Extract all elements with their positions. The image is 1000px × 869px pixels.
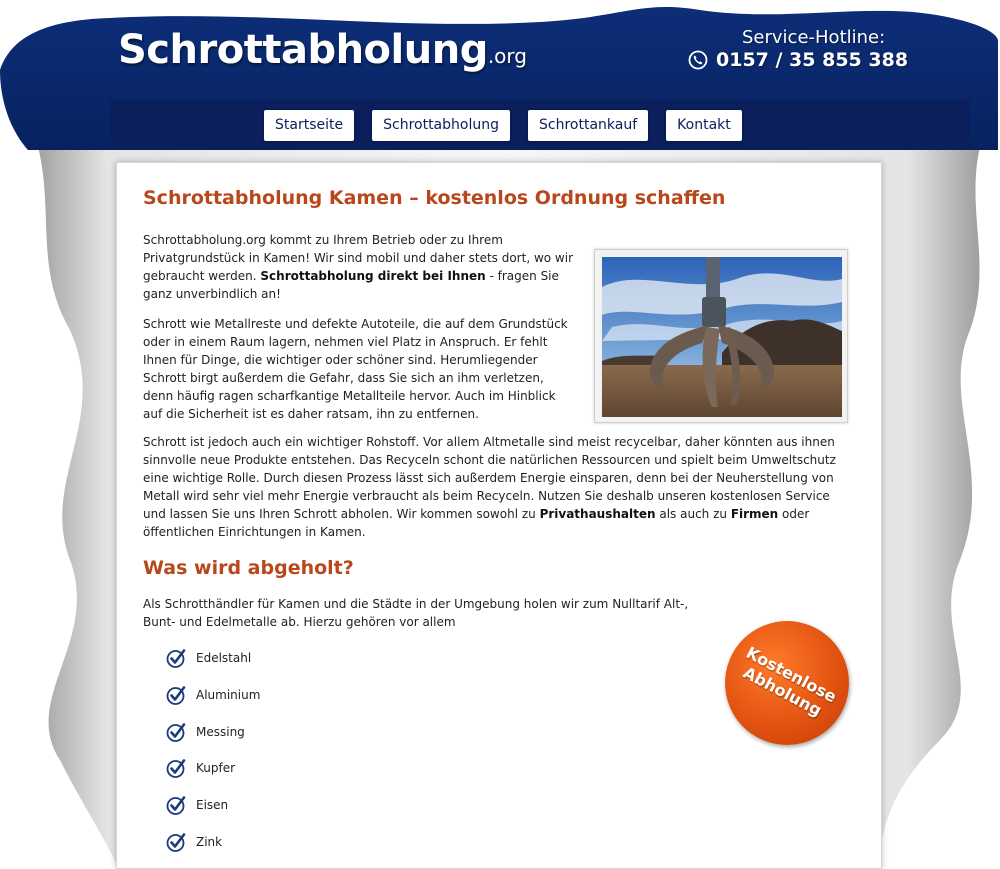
main-nav	[264, 110, 760, 141]
recycling-bold-private: Privathaushalten	[539, 507, 656, 521]
list-item	[166, 722, 260, 759]
list-item-label: Kupfer	[196, 761, 236, 776]
metals-list	[166, 648, 260, 869]
checkmark-icon	[166, 648, 187, 669]
nav-item-schrottankauf[interactable]: Schrottankauf	[528, 110, 648, 141]
metals-intro: Als Schrotthändler für Kamen und die Städte in der Umgebung holen wir zum Nulltarif Alt-, Bunt- und Edelmetalle ab. Hierzu gehören vor allem	[143, 597, 689, 629]
intro-bold: Schrottabholung direkt bei Ihnen	[260, 269, 486, 283]
nav-item-schrottabholung[interactable]: Schrottabholung	[372, 110, 510, 141]
intro-tail: - fragen Sie ganz unverbindlich an!	[143, 269, 559, 301]
list-item	[166, 832, 260, 869]
checkmark-icon	[166, 758, 187, 779]
nav-item-kontakt[interactable]: Kontakt	[666, 110, 742, 141]
list-item	[166, 648, 260, 685]
checkmark-icon	[166, 795, 187, 816]
list-item-label: Messing	[196, 724, 245, 739]
list-item	[166, 685, 260, 722]
scrap-grabber-photo	[602, 257, 842, 417]
page-title: Schrottabholung Kamen – kostenlos Ordnung schaffen	[143, 187, 726, 209]
nav-item-startseite[interactable]: Startseite	[264, 110, 354, 141]
recycling-paragraph	[143, 433, 855, 541]
logo-tld: .org	[487, 44, 527, 68]
site-logo[interactable]	[118, 26, 527, 80]
list-item-label: Aluminium	[196, 687, 261, 702]
recycling-text-c: oder öffentlichen Einrichtungen in Kamen.	[143, 507, 810, 539]
phone-icon	[688, 50, 708, 70]
logo-main: Schrottabholung	[118, 27, 488, 73]
intro-text: Schrottabholung.org kommt zu Ihrem Betrieb oder zu Ihrem Privatgrundstück in Kamen! Wir sind mobil und daher stets dort, wo wir gebraucht werden.	[143, 233, 574, 283]
list-item	[166, 795, 260, 832]
hotline[interactable]	[688, 48, 908, 72]
recycling-text-b: als auch zu	[655, 507, 731, 521]
hotline-number: 0157 / 35 855 388	[716, 49, 909, 71]
list-item-label: Eisen	[196, 798, 229, 813]
checkmark-icon	[166, 722, 187, 743]
section-title: Was wird abgeholt?	[143, 557, 354, 579]
recycling-bold-firms: Firmen	[730, 507, 779, 521]
free-pickup-badge	[725, 621, 849, 745]
list-item	[166, 758, 260, 795]
badge-text: Kostenlose Abholung	[740, 642, 840, 720]
scrap-paragraph: Schrott wie Metallreste und defekte Autoteile, die auf dem Grundstück oder in einem Raum lagern, nehmen viel Platz in Anspruch. Er fehlt Ihnen für Dinge, die wichtiger oder schöner sind. Herumliegender Schrott birgt außerdem die Gefahr, dass Sie sich an ihm verletzen, denn häufig ragen scharfkantige Metallteile hervor. Auch im Hinblick auf die Sicherheit ist es daher ratsam, ihn zu entfernen.	[143, 317, 568, 421]
checkmark-icon	[166, 685, 187, 706]
checkmark-icon	[166, 832, 187, 853]
hotline-label: Service-Hotline:	[742, 27, 886, 48]
intro-paragraph	[143, 231, 573, 303]
photo-frame	[594, 249, 848, 423]
recycling-text-a: Schrott ist jedoch auch ein wichtiger Rohstoff. Vor allem Altmetalle sind meist recycelbar, daher könnten aus ihnen sinnvolle neue Produkte entstehen. Das Recyceln schont die natürlichen Ressourcen und spielt beim Umweltschutz eine wichtige Rolle. Durch diesen Prozess lässt sich außerdem Energie einsparen, denn bei der Neuherstellung von Metall wird sehr viel mehr Energie verbraucht als beim Recyceln. Nutzen Sie deshalb unseren kostenlosen Service und lassen Sie uns Ihren Schrott abholen. Wir kommen sowohl zu	[143, 435, 836, 521]
list-item-label: Edelstahl	[196, 651, 252, 665]
list-item-label: Zink	[196, 834, 223, 849]
